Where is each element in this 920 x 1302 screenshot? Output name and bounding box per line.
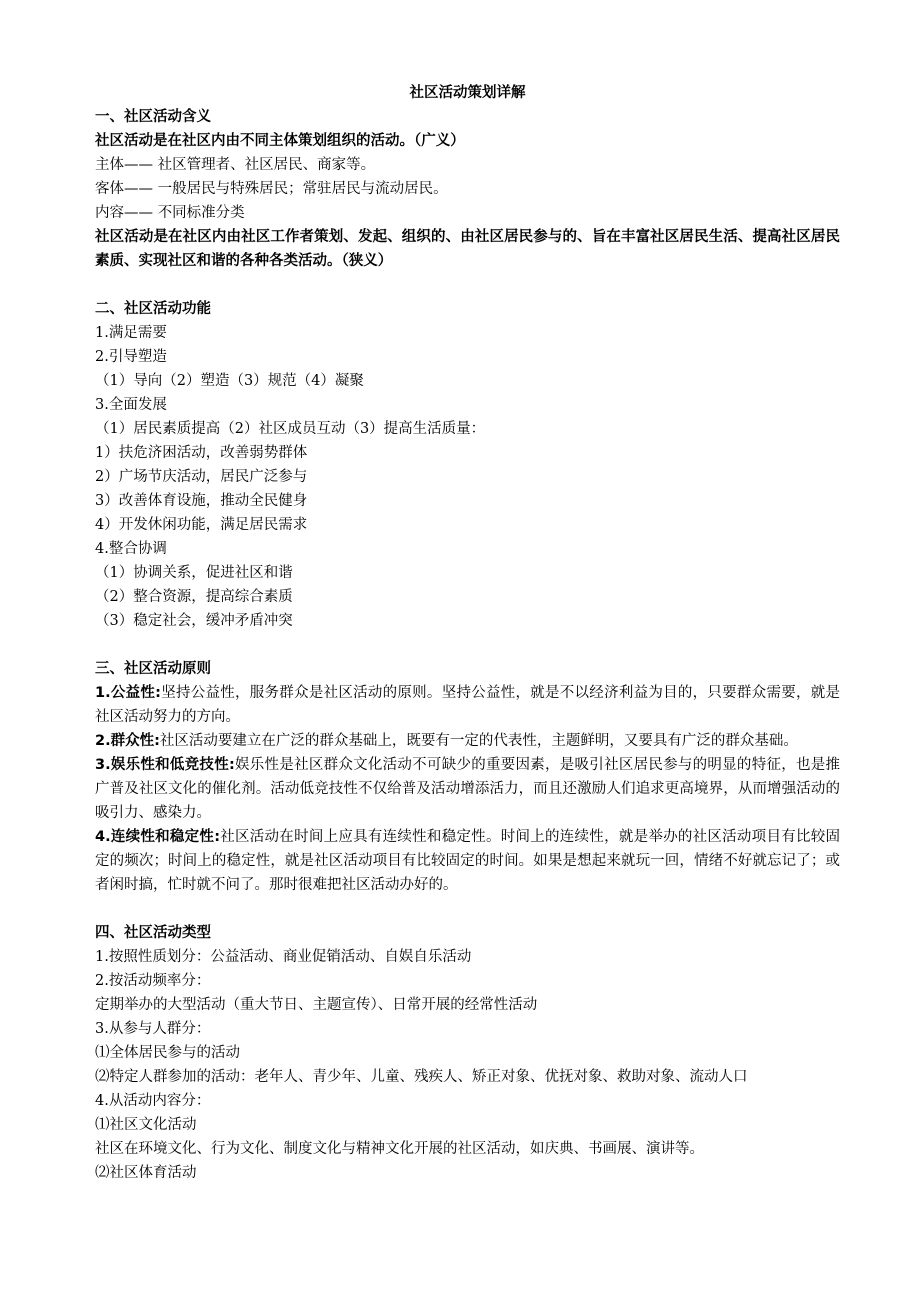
list-item: 1.满足需要 — [95, 325, 167, 341]
section-heading: 四、社区活动类型 — [95, 925, 211, 941]
list-item: 2.引导塑造 — [95, 349, 167, 365]
list-item: 1）扶危济困活动，改善弱势群体 — [95, 445, 308, 461]
principle-text: 坚持公益性，服务群众是社区活动的原则。坚持公益性，就是不以经济利益为目的，只要群众需要，就是社区活动努力的方向。 — [95, 685, 840, 725]
principle-item — [95, 753, 840, 825]
principle-item — [95, 825, 840, 897]
list-item: （2）整合资源，提高综合素质 — [95, 589, 293, 605]
list-item: 4.整合协调 — [95, 541, 167, 557]
list-item: 4）开发休闲功能，满足居民需求 — [95, 517, 308, 533]
list-item: ⑵特定人群参加的活动：老年人、青少年、儿童、残疾人、矫正对象、优抚对象、救助对象、流动人口 — [95, 1069, 748, 1085]
spacer — [95, 273, 840, 297]
list-item: ⑵社区体育活动 — [95, 1165, 197, 1181]
list-item: （3）稳定社会，缓冲矛盾冲突 — [95, 613, 293, 629]
section-heading: 一、社区活动含义 — [95, 109, 211, 125]
section-principles — [95, 657, 840, 897]
broad-definition: 社区活动是在社区内由不同主体策划组织的活动。（广义） — [95, 133, 465, 149]
list-item: 3）改善体育设施，推动全民健身 — [95, 493, 308, 509]
list-item: （1）导向（2）塑造（3）规范（4）凝聚 — [95, 373, 364, 389]
spacer — [95, 897, 840, 921]
principle-term: 2.群众性: — [95, 733, 160, 749]
list-item: 3.从参与人群分： — [95, 1021, 211, 1037]
section-types — [95, 921, 840, 1185]
narrow-definition: 社区活动是在社区内由社区工作者策划、发起、组织的、由社区居民参与的、旨在丰富社区居民生活、提高社区居民素质、实现社区和谐的各种各类活动。（狭义） — [95, 229, 840, 269]
section-functions — [95, 297, 840, 633]
list-item: 社区在环境文化、行为文化、制度文化与精神文化开展的社区活动，如庆典、书画展、演讲等。 — [95, 1141, 704, 1157]
principle-term: 4.连续性和稳定性: — [95, 829, 220, 845]
spacer — [95, 633, 840, 657]
content-line: 内容—— 不同标准分类 — [95, 205, 245, 221]
list-item: 4.从活动内容分： — [95, 1093, 211, 1109]
document-title: 社区活动策划详解 — [409, 85, 526, 101]
section-heading: 二、社区活动功能 — [95, 301, 211, 317]
principle-item — [95, 729, 840, 753]
list-item: ⑴全体居民参与的活动 — [95, 1045, 240, 1061]
list-item: （1）居民素质提高（2）社区成员互动（3）提高生活质量： — [95, 421, 486, 437]
list-item: 1.按照性质划分：公益活动、商业促销活动、自娱自乐活动 — [95, 949, 472, 965]
list-item: （1）协调关系，促进社区和谐 — [95, 565, 293, 581]
section-meaning — [95, 105, 840, 273]
principle-text: 社区活动在时间上应具有连续性和稳定性。时间上的连续性，就是举办的社区活动项目有比较固定的频次；时间上的稳定性，就是社区活动项目有比较固定的时间。如果是想起来就玩一回，情绪不好就忘记了；或者闲时搞，忙时就不问了。那时很难把社区活动办好的。 — [95, 829, 840, 893]
document-page — [95, 81, 840, 1185]
subject-line: 主体—— 社区管理者、社区居民、商家等。 — [95, 157, 376, 173]
section-heading: 三、社区活动原则 — [95, 661, 211, 677]
list-item: 定期举办的大型活动（重大节日、主题宣传）、日常开展的经常性活动 — [95, 997, 538, 1013]
object-line: 客体—— 一般居民与特殊居民；常驻居民与流动居民。 — [95, 181, 448, 197]
list-item: 3.全面发展 — [95, 397, 167, 413]
principle-text: 社区活动要建立在广泛的群众基础上，既要有一定的代表性，主题鲜明，又要具有广泛的群众基础。 — [159, 733, 798, 749]
list-item: 2.按活动频率分： — [95, 973, 211, 989]
principle-term: 3.娱乐性和低竞技性: — [95, 757, 235, 773]
list-item: ⑴社区文化活动 — [95, 1117, 197, 1133]
principle-term: 1.公益性: — [95, 685, 161, 701]
list-item: 2）广场节庆活动，居民广泛参与 — [95, 469, 308, 485]
principle-item — [95, 681, 840, 729]
principle-text: 娱乐性是社区群众文化活动不可缺少的重要因素，是吸引社区居民参与的明显的特征，也是推广普及社区文化的催化剂。活动低竞技性不仅给普及活动增添活力，而且还激励人们追求更高境界，从而增强活动的吸引力、感染力。 — [95, 757, 840, 821]
